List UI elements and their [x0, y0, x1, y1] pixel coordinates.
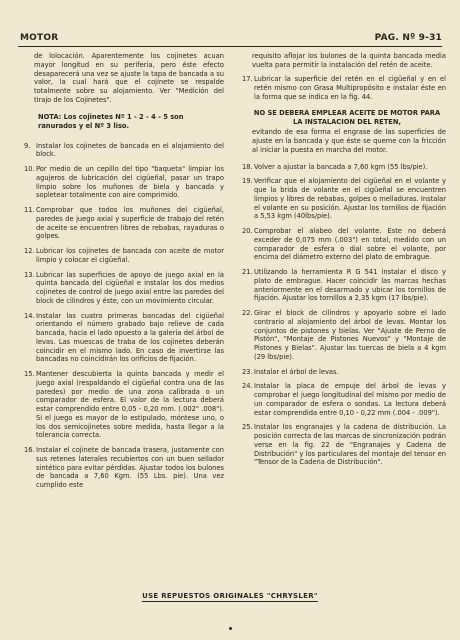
- step-text: Mantener descubierta la quinta bancada y medir el juego axial (respaldando el cigüeñal contra una de las paredes) por medio de una zona calibrada o un comparador de esfera. El valor de la lectura deberá estar comprendido entre 0,05 - 0,20 mm. (.002" .008"). Si el juego es mayor de lo estipulado, móntese uno, o los dos semicojinetes sobre medida, hasta llegar a la tolerancia correcta.: [36, 370, 224, 440]
- step-number: 13.: [24, 270, 35, 279]
- step-text: Instalar el cojinete de bancada trasera, justamente con sus retenes laterales recubiertos con un buen sellador sintético para evitar pérdidas. Ajustar todos los bulones de bancada a 7,60 Kgm. (55 Lbs. pie). Una vez cumplido este: [36, 446, 224, 489]
- step-text: Lubricar los cojinetes de bancada con aceite de motor limpio y colocar el cigüeñal.: [36, 247, 224, 264]
- continuation-paragraph: requisito aflojar los bulones de la quinta bancada media vuelta para permitir la instalación del retén de aceite.: [252, 52, 446, 69]
- step-number: 17.: [242, 75, 253, 83]
- step-item: [24, 271, 224, 306]
- step-number: 25.: [242, 423, 253, 432]
- note-text: NOTA: Los cojinetes Nº 1 - 2 - 4 - 5 son ranurados y el Nº 3 liso.: [38, 112, 184, 130]
- step-number: 9.: [24, 141, 31, 150]
- step-number: 24.: [242, 382, 253, 391]
- step-text: Instalar la placa de empuje del árbol de levas y comprobar el juego longitudinal del mismo por medio de un comparador de esfera o sondas. La lectura deberá estar comprendida entre 0,10 - 0,22 mm (.004 - .009").: [254, 382, 446, 417]
- step-number: 10.: [24, 165, 35, 173]
- step-number: 14.: [24, 311, 35, 320]
- step-number: 15.: [24, 370, 35, 378]
- step-text: Por medio de un cepillo del tipo "baqueta" limpiar los agujeros de lubricación del cigüeñal, pasar un trapo limpio sobre los muñones de biela y bancada y sopletear totalmente con aire comprimido.: [36, 165, 224, 200]
- header-rule: [18, 46, 442, 47]
- step-text: Instalar los engranajes y la cadena de distribución. La posición correcta de las marcas de sincronización podrán verse en la fig. 22 de "Engranajes y Cadena de Distribución" y los particulares del montaje del tensor en "Tensor de la Cadena de Distribución".: [254, 423, 446, 467]
- step-text: Instalar las cuatro primeras bancadas del cigüeñal orientando el número grabado bajo relieve de cada bancada, hacia el lado opuesto a la galería del árbol de levas. Las muescas de traba de los cojinetes deberán coincidir en el mismo lado. En caso de invertirse las bancadas no coincidirán los orificios de fijación.: [36, 311, 224, 364]
- step-item: [24, 206, 224, 241]
- page-dot: [229, 627, 232, 630]
- warning-body: evitando de esa forma el engrase de las superficies de ajuste en la bancada y que éste se queme con la fricción al iniciar la puesta en marcha del motor.: [252, 128, 446, 154]
- step-item: [24, 142, 224, 160]
- step-number: 12.: [24, 247, 35, 255]
- step-number: 18.: [242, 162, 253, 171]
- step-text: Instalar el árbol de levas.: [254, 367, 339, 376]
- step-number: 19.: [242, 177, 253, 186]
- step-item: [24, 165, 224, 200]
- right-step-list-a: [242, 75, 446, 101]
- step-number: 22.: [242, 309, 253, 317]
- step-item: [24, 446, 224, 490]
- step-item: [242, 177, 446, 221]
- step-text: Utilizando la herramienta R G 541 instalar el disco y plato de embrague. Hacer coincidir las marcas hechas anteriormente en el desarmado y ubicar los tornillos de fijación. Ajustar los tornillos a 2,35 kgm (17 lbs/pie).: [254, 268, 446, 303]
- step-text: Lubricar las superficies de apoyo de juego axial en la quinta bancada del cigüeñal e instalar los dos medios cojinetes de control de juego axial entre las paredes del block de cilindros y éste, con un movimiento circular.: [36, 270, 224, 305]
- section-title: MOTOR: [20, 33, 59, 43]
- step-number: 11.: [24, 206, 35, 214]
- step-number: 23.: [242, 367, 253, 376]
- right-column: [242, 52, 446, 473]
- left-step-list: [24, 142, 224, 490]
- warning-title: NO SE DEBERA EMPLEAR ACEITE DE MOTOR PARA LA INSTALACION DEL RETEN,: [253, 109, 441, 127]
- continuation-paragraph: de lolocación. Aparentemente los cojinetes acuan mayor longitud en su periferia, pero éste efecto desaparecerá una vez se ajuste la tapa de bancada a su valor, la cual hará que el cojinete se respalde totalmente sobre su alojamiento. Ver "Medición del tirajo de los Cojinetes".: [34, 52, 224, 104]
- step-number: 20.: [242, 227, 253, 235]
- step-item: [24, 312, 224, 365]
- step-text: Comprobar el alabeo del volante. Este no deberá exceder de 0,075 mm (.003") en total, medido con un comparador de esfera o dial sobre el volante, por encima del diámetro externo del plato de embrague.: [254, 227, 446, 262]
- step-item: [242, 227, 446, 262]
- step-item: [24, 247, 224, 265]
- step-item: [242, 75, 446, 101]
- footer-text: USE REPUESTOS ORIGINALES "CHRYSLER": [142, 592, 318, 600]
- step-text: Lubricar la superficie del retén en el cigüeñal y en el retén mismo con Grasa Multipropósito e instalar éste en la forma que se indica en la fig. 44.: [254, 75, 446, 101]
- step-text: Girar el block de cilindros y apoyarlo sobre el lado contrario al alojamiento del árbol de levas. Montar los conjuntos de pistones y bielas. Ver "Ajuste de Perno de Pistón", "Montaje de Pistones Nuevos" y "Montaje de Pistones y Bielas". Ajustar las tuercas de biela a 4 kgm (29 lbs/pie).: [254, 309, 446, 361]
- footer-note: [0, 592, 460, 600]
- left-column: [24, 52, 224, 496]
- step-item: [242, 268, 446, 303]
- step-item: [242, 382, 446, 417]
- step-number: 21.: [242, 268, 253, 276]
- step-item: [242, 163, 446, 172]
- right-step-list-b: [242, 163, 446, 468]
- step-text: Volver a ajustar la bancada a 7,60 kgm (55 lbs/pie).: [254, 162, 428, 171]
- step-text: Comprobar que todos los muñones del cigüeñal, paredes de juego axial y superficie de trabajo del retén de aceite se encuentren libres de rebabas, rayaduras o golpes.: [36, 206, 224, 241]
- page-number: PAG. Nº 9-31: [374, 33, 442, 43]
- step-number: 16.: [24, 446, 35, 454]
- step-item: [242, 368, 446, 377]
- step-item: [242, 309, 446, 362]
- step-text: Verificar que el alojamiento del cigüeñal en el volante y que la brida de volante en el cigüeñal se encuentren limpios y libres de rebabas, golpes o melladuras. Instalar el volante en su posición. Ajustar los tornillos de fijación a 5,53 kgm (40lbs/pie).: [254, 177, 446, 221]
- step-item: [24, 370, 224, 440]
- step-text: Instalar los cojinetes de bancada en el alojamiento del block.: [36, 141, 224, 159]
- step-item: [242, 423, 446, 467]
